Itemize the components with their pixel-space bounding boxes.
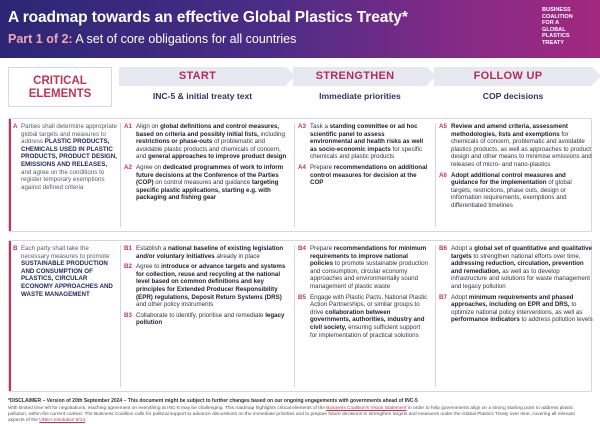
obligation-code: A5: [439, 123, 447, 130]
critical-label-line: CRITICAL: [33, 75, 87, 87]
obligation-text: [136, 245, 287, 260]
obligation-text: [310, 123, 428, 161]
footnote-text: With limited time left for negotiations, reaching agreement on everything at INC-5 may be challenging. This roadmap highlights critical elements of the: [8, 406, 327, 411]
obligation-item: [298, 294, 428, 340]
row-accent-bar: [9, 119, 11, 231]
obligation-item: [298, 164, 428, 187]
obligation-text-part: Agree to: [136, 263, 162, 271]
obligation-text-bold: performance indicators: [451, 316, 520, 324]
obligation-text-part: and other policy instruments: [136, 301, 214, 309]
criteria-cell: [13, 123, 117, 227]
obligation-item: [439, 123, 593, 169]
obligation-text-part: for specific chemicals and plastic products: [310, 145, 423, 161]
obligation-code: B3: [124, 311, 132, 319]
logo-line: COALITION: [542, 13, 573, 20]
element-text: [21, 245, 117, 298]
critical-element: [13, 123, 117, 191]
obligation-text-part: as well as to develop infrastructure and solutions for waste management and legacy pollution: [451, 267, 590, 290]
start-cell: [120, 245, 287, 387]
subtitle-part: Part 1 of 2:: [8, 32, 73, 46]
logo-line: GLOBAL: [542, 26, 566, 33]
obligation-text-bold: general approaches to improve product design: [148, 153, 287, 161]
obligation-code: A2: [124, 163, 132, 171]
obligation-text-part: Collaborate to identify, prioritise and remediate: [136, 311, 266, 319]
header-banner: [0, 0, 600, 58]
obligation-text-part: to promote sustainable production and consumption, circular economy approaches and environmentally sound management of plastic waste: [310, 260, 428, 290]
elements-label-line: ELEMENTS: [28, 87, 92, 100]
row-b: [8, 240, 592, 392]
follow-up-cell: [435, 123, 593, 227]
obligation-text-bold: recommendations for minimum requirements to improve national policies: [310, 245, 427, 268]
obligation-text: [136, 164, 287, 202]
follow-up-cell: [435, 245, 593, 387]
obligation-text: [136, 312, 287, 327]
obligation-text-part: including: [258, 130, 285, 138]
start-banner: [119, 67, 286, 86]
footnote: [8, 406, 592, 424]
obligation-text-part: ensuring sufficient support for implementation of practical solutions: [310, 323, 421, 339]
obligation-item: [298, 123, 428, 161]
obligation-text-bold: Adopt additional control measures and guidance for the implementation: [451, 171, 566, 187]
obligation-text-part: Adopt a: [451, 245, 475, 252]
element-text-post: and agree on the conditions to register temporary exemptions against defined criteria: [21, 168, 105, 191]
obligation-code: B4: [298, 245, 306, 252]
obligation-text-part: Prepare: [310, 163, 334, 171]
obligation-text-part: Establish a: [136, 245, 168, 252]
vision-statement-link[interactable]: Business Coalition's Vision Statement: [326, 406, 407, 411]
row-a: [8, 118, 592, 232]
start-subtitle: INC-5 & initial treaty text: [152, 91, 253, 101]
obligation-text: [451, 245, 593, 291]
element-text-pre: Parties shall determine appropriate global targets and measures to address: [21, 123, 117, 146]
obligation-code: A6: [439, 171, 447, 179]
page-title: A roadmap towards an effective Global Plastics Treaty*: [8, 9, 408, 26]
strengthen-column-header: [293, 67, 427, 107]
obligation-code: B6: [439, 245, 447, 252]
strengthen-cell: [294, 245, 428, 387]
obligation-text-bold: dedicated programmes of work to inform future decisions at the Conference of the Parties (COP): [136, 163, 284, 187]
obligation-text: [451, 294, 593, 324]
obligation-text-bold: collaboration between governments, authorities, industry and civil society,: [310, 308, 425, 331]
strengthen-banner: [293, 67, 427, 86]
obligation-item: [124, 245, 287, 260]
obligation-text-bold: targeting specific plastic applications, starting e.g. with packaging and fishing gear: [136, 179, 279, 202]
obligation-code: B1: [124, 245, 132, 252]
obligation-text-bold: Review and amend criteria, assessment methodologies, lists and exemptions: [451, 123, 568, 138]
obligation-code: B2: [124, 263, 132, 271]
obligation-code: A1: [124, 123, 132, 130]
element-text: [21, 123, 117, 191]
obligation-item: [439, 172, 593, 210]
obligation-code: B7: [439, 293, 447, 301]
obligation-item: [439, 245, 593, 291]
unea-resolution-link[interactable]: UNEA resolution 5/14: [39, 418, 86, 423]
obligation-text-part: Prepare: [310, 245, 334, 252]
page-subtitle: [8, 32, 296, 46]
critical-elements-label: [9, 75, 111, 100]
obligation-text: [451, 172, 593, 210]
obligation-text: [310, 245, 428, 291]
footer: [8, 398, 592, 424]
element-letter: B: [13, 245, 18, 252]
critical-element: [13, 245, 117, 298]
obligation-text-part: of global targets, restrictions, phase outs, design or information requirements, exemptions and differentiated timelines: [451, 179, 572, 209]
obligation-text-bold: global set of quantitative and qualitative targets: [451, 245, 592, 260]
logo-line: PLASTICS: [542, 33, 570, 40]
obligation-text-bold: restrictions or phase-outs: [136, 138, 213, 146]
row-accent-bar: [9, 241, 11, 391]
obligation-text-part: to strengthen national efforts over time,: [471, 252, 581, 260]
follow-up-label: FOLLOW UP: [473, 70, 543, 82]
element-text-pre: Each party shall take the necessary measures to promote: [21, 245, 110, 260]
obligation-item: [124, 312, 287, 327]
obligation-text: [451, 123, 593, 169]
obligation-text-bold: recommendations on additional control measures for decision at the COP: [310, 163, 428, 187]
obligation-text-part: Engage with Plastic Pacts, National Plastic Action Partnerships, or similar groups to drive: [310, 293, 428, 316]
start-cell: [120, 123, 287, 227]
obligation-text-bold: national baseline of existing legislation and/or voluntary initiatives: [136, 245, 284, 260]
obligation-item: [124, 263, 287, 309]
logo-line: FOR A: [542, 20, 560, 27]
obligation-text-part: Align on: [136, 123, 161, 130]
obligation-text-part: to optimize national policy interventions, as well as: [451, 301, 583, 316]
obligation-code: A4: [298, 163, 306, 171]
obligation-item: [439, 294, 593, 324]
obligation-text-part: already in place: [214, 252, 260, 260]
element-text-bold: SUSTAINABLE PRODUCTION AND CONSUMPTION OF PLASTICS, CIRCULAR ECONOMY APPROACHES AND WASTE MANAGEMENT: [21, 260, 113, 298]
disclaimer: *DISCLAIMER – Version of 20th September 2024 – This document might be subject to further changes based on our ongoing engagements with governments ahead of INC-5: [8, 398, 418, 404]
obligation-text-bold: addressing reduction, circulation, prevention and remediation,: [451, 260, 584, 275]
critical-elements-header: [8, 67, 112, 107]
obligation-item: [298, 245, 428, 291]
obligation-text-part: for chemicals of concern, problematic and avoidable plastics products, as well as approaches to product design and other means to minimise emissions and releases of micro- and nano-plastics: [451, 130, 592, 168]
element-letter: A: [13, 123, 18, 130]
logo-line: TREATY: [542, 39, 564, 46]
obligation-text: [136, 263, 287, 309]
obligation-text-part: Agree on: [136, 163, 163, 171]
obligation-item: [124, 123, 287, 161]
obligation-text-bold: legacy pollution: [136, 311, 285, 327]
follow-up-banner: [434, 67, 592, 86]
obligation-text-part: Adopt: [451, 293, 469, 301]
follow-up-subtitle: COP decisions: [482, 91, 544, 101]
obligation-text-part: on control measures and guidance: [153, 179, 252, 187]
element-text-bold: PLASTIC PRODUCTS, CHEMICALS USED IN PLASTIC PRODUCTS, PRODUCT DESIGN, EMISSIONS AND RELEASES,: [21, 138, 117, 168]
footnote-text: .: [85, 418, 87, 423]
obligation-text-bold: global definitions and control measures, based on criteria and possibly initial lists,: [136, 123, 280, 138]
obligation-item: [124, 164, 287, 202]
obligation-code: A3: [298, 123, 306, 130]
obligation-text-part: Task a: [310, 123, 330, 130]
obligation-text: [310, 294, 428, 340]
start-label: START: [178, 70, 217, 82]
business-coalition-logo: [542, 7, 590, 47]
obligation-text-bold: standing committee or ad hoc scientific panel to assess environmental and health risks as well as socio-economic impacts: [310, 123, 424, 153]
obligation-text-bold: introduce or advance targets and systems for collection, reuse and recycling at the national level based on common definitions and key principles for Extended Producer Responsibility (EPR) regulations, Deposit Return Systems (DRS): [136, 263, 286, 301]
criteria-cell: [13, 245, 117, 387]
obligation-text-bold: minimum requirements and phased approaches, including on EPR and DRS,: [451, 293, 574, 309]
obligation-code: B5: [298, 293, 306, 301]
obligation-text-part: of problematic and avoidable plastic products and chemicals of concern, and: [136, 138, 281, 161]
footnote-text: in order to help governments align on a strong starting point to address plastic pollution, within the current context. The Business Coalition calls for political support to advance discussions on the immediate priorities and to prepare future decisions to strengthen targets and measures under the Global Plastics Treaty over time, covering all relevant aspects of the: [8, 406, 575, 423]
strengthen-cell: [294, 123, 428, 227]
strengthen-subtitle: Immediate priorities: [319, 91, 401, 101]
obligation-text-part: to address pollution levels: [519, 316, 593, 324]
obligation-text: [310, 164, 428, 187]
follow-up-column-header: [434, 67, 592, 107]
strengthen-label: STRENGTHEN: [315, 70, 395, 82]
subtitle-text: A set of core obligations for all countries: [75, 32, 297, 46]
obligation-text: [136, 123, 287, 161]
logo-line: BUSINESS: [542, 7, 571, 13]
start-column-header: [119, 67, 286, 107]
